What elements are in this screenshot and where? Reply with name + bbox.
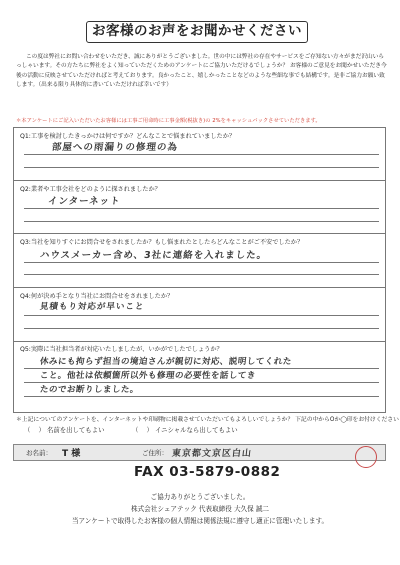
- answer-5-line-2: こと。他社は依頼箇所以外も修理の必要性を話してき: [39, 371, 257, 381]
- answer-5-line-3: たのでお断りしました。: [39, 385, 140, 395]
- privacy-text: 当アンケートで取得したお客様の個人情報は関係法規に遵守し適正に管理いたします。: [71, 517, 329, 525]
- option-paren: （ ）: [132, 426, 153, 434]
- usage-note: ＊上記についてのアンケートを、インターネットや印刷物に掲載させていただいてもよろしいでしょうか？ 下記の中からOか◯印をお付けください: [16, 417, 399, 423]
- customer-address: 東京都文京区白山: [171, 449, 253, 459]
- question-1: Q1:工事を検討したきっかけは何ですか？どんなことで悩まれていましたか？: [20, 133, 236, 140]
- answer-line: [24, 328, 379, 329]
- thanks-text: ご協力ありがとうございました。: [150, 493, 250, 501]
- company-text: 株式会社シェアテック 代表取締役 大久保 誠二: [130, 505, 270, 513]
- fax-number: FAX 03-5879-0882: [134, 464, 281, 480]
- question-3: Q3:当社を知りすぐにお問合せをされましたか？もし悩まれたとしたらどんなことがご不安でしたか？: [20, 239, 304, 246]
- page-title: お客様のお声をお聞かせください: [86, 21, 308, 43]
- option-paren: （ ）: [24, 426, 45, 434]
- question-5: Q5:実際に当社担当者が対応いたしましたが、いかがでしたでしょうか？: [20, 346, 223, 353]
- answer-2-line-1: インターネット: [47, 196, 122, 207]
- option-1[interactable]: [24, 425, 104, 434]
- answer-3-line-1: ハウスメーカー含め、3社に連絡を入れました。: [39, 250, 268, 261]
- question-2: Q2:業者や工事会社をどのように探されましたか？: [20, 186, 161, 193]
- answer-line: [24, 154, 379, 155]
- option-2-label: イニシャルなら出してもよい: [154, 426, 238, 434]
- answer-line: [24, 167, 379, 168]
- date-stamp: [355, 446, 377, 468]
- divider: [13, 233, 386, 234]
- answer-line: [24, 208, 379, 209]
- name-label: お名前：: [26, 449, 52, 457]
- intro-text: この度は弊社にお問い合わせをいただき、誠にありがとうございました。世の中には弊社の存在やサービスをご存知ない方々がまだ沢山いらっしゃいます。その方たちに弊社をよく知っていただくためのアンケートにご協力いただけるでしょうか？ お客様のご意見をお聞かせいただき今後の活動に反映させていただければと考えております。良かったこと、嬉しかったことなどのような些細な事でも結構です。是非ご協力お願い致します。（出来る限り具体的に書いていただければ幸いです）: [16, 54, 387, 88]
- answer-1-line-1: 部屋への雨漏りの修理の為: [51, 142, 179, 153]
- divider: [13, 287, 386, 288]
- answer-line: [24, 221, 379, 222]
- cashback-note: ＊本アンケートにご記入いただいたお客様には工事ご用命時に工事金額(税抜き)の 2%をキャッシュバックさせていただきます。: [16, 118, 321, 124]
- answer-5-line-1: 休みにも拘らず担当の境迫さんが親切に対応、説明してくれた: [39, 357, 293, 367]
- address-label: ご住所：: [142, 449, 168, 457]
- divider: [13, 180, 386, 181]
- answer-4-line-1: 見積もり対応が早いこと: [39, 302, 145, 312]
- option-2[interactable]: [132, 425, 238, 434]
- question-4: Q4:何が決め手となり当社にお問合せをされましたか？: [20, 293, 174, 300]
- answer-line: [24, 396, 379, 397]
- answer-line: [24, 262, 379, 263]
- customer-row: [13, 444, 386, 461]
- answer-line: [24, 315, 379, 316]
- option-1-label: 名前を出してもよい: [46, 426, 105, 434]
- answer-line: [24, 274, 379, 275]
- divider: [13, 341, 386, 342]
- customer-name: T 様: [62, 449, 81, 459]
